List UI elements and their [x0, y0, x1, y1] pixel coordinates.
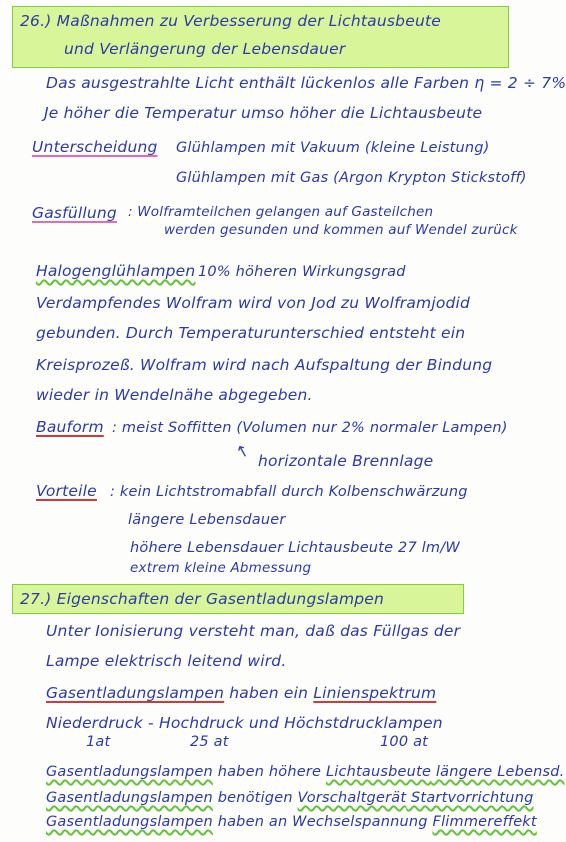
text-fragment: haben an Wechselspannung — [212, 814, 433, 830]
text-line: gebunden. Durch Temperaturunterschied entsteht ein — [36, 324, 466, 342]
gasfuellung-label: Gasfüllung — [32, 204, 117, 222]
unterscheidung-label: Unterscheidung — [32, 138, 158, 156]
lebensdauer-term: längere Lebensd. — [431, 764, 565, 780]
text-line: 10% höheren Wirkungsgrad — [198, 264, 406, 280]
lichtausbeute-term: Lichtausbeute — [325, 764, 432, 780]
text-line: Unter Ionisierung versteht man, daß das Füllgas der — [46, 622, 461, 640]
text-fragment: haben ein — [224, 684, 314, 702]
gasentladungslampen-term: Gasentladungslampen — [46, 790, 213, 806]
gasentladungslampen-term: Gasentladungslampen — [46, 764, 213, 780]
text-line: Glühlampen mit Gas (Argon Krypton Stickstoff) — [176, 170, 527, 186]
text-line: Verdampfendes Wolfram wird von Jod zu Wolframjodid — [36, 294, 471, 312]
text-line: : kein Lichtstromabfall durch Kolbenschwärzung — [110, 484, 468, 500]
pressure-value: 100 at — [380, 734, 429, 750]
text-fragment: haben höhere — [212, 764, 326, 780]
text-fragment: benötigen — [212, 790, 298, 806]
text-line: : Wolframteilchen gelangen auf Gasteilchen — [128, 204, 434, 220]
text-line: horizontale Brennlage — [258, 452, 434, 470]
section-26-title-line1: 26.) Maßnahmen zu Verbesserung der Lichtausbeute — [20, 12, 441, 30]
halogen-label: Halogenglühlampen — [36, 262, 196, 280]
pressure-value: 1at — [86, 734, 111, 750]
gasentladungslampen-term: Gasentladungslampen — [46, 684, 225, 702]
text-line: Kreisprozeß. Wolfram wird nach Aufspaltung der Bindung — [36, 356, 493, 374]
pressure-value: 25 at — [190, 734, 229, 750]
text-line — [46, 764, 565, 780]
text-line: : meist Soffitten (Volumen nur 2% normaler Lampen) — [112, 420, 508, 436]
vorteile-label: Vorteile — [36, 482, 97, 500]
flimmereffekt-term: Flimmereffekt — [432, 814, 537, 830]
text-line: werden gesunden und kommen auf Wendel zurück — [164, 222, 518, 238]
startvorrichtung-term: Startvorrichtung — [406, 790, 534, 806]
gasentladungslampen-term: Gasentladungslampen — [46, 814, 213, 830]
text-line: Das ausgestrahlte Licht enthält lückenlos alle Farben η = 2 ÷ 7% — [46, 74, 566, 92]
text-line — [46, 790, 534, 806]
text-line: Je höher die Temperatur umso höher die Lichtausbeute — [44, 104, 483, 122]
vorschaltgeraet-term: Vorschaltgerät — [297, 790, 407, 806]
bauform-label: Bauform — [36, 418, 104, 436]
text-line: längere Lebensdauer — [128, 512, 286, 528]
up-arrow-icon: ↑ — [232, 439, 254, 464]
section-26-title-line2: und Verlängerung der Lebensdauer — [64, 40, 346, 58]
text-line — [46, 814, 537, 830]
text-line: Niederdruck - Hochdruck und Höchstdrucklampen — [46, 714, 443, 732]
text-line: extrem kleine Abmessung — [130, 560, 312, 576]
linienspektrum-term: Linienspektrum — [313, 684, 437, 702]
text-line: Lampe elektrisch leitend wird. — [46, 652, 287, 670]
text-line — [46, 684, 436, 702]
text-line: Glühlampen mit Vakuum (kleine Leistung) — [176, 140, 490, 156]
section-27-title: 27.) Eigenschaften der Gasentladungslampen — [20, 590, 385, 608]
text-line: wieder in Wendelnähe abgegeben. — [36, 386, 313, 404]
text-line: höhere Lebensdauer Lichtausbeute 27 lm/W — [130, 540, 460, 556]
